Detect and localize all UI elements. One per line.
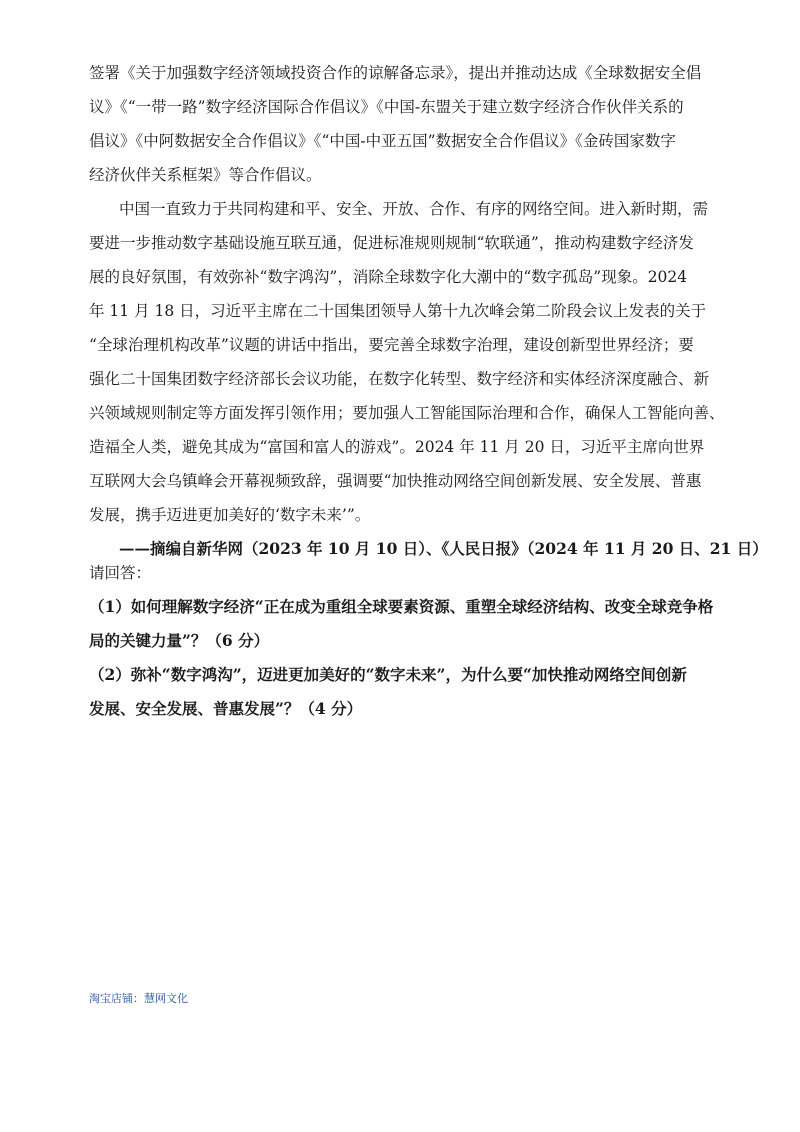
source-citation: ——摘编自新华网（2023 年 10 月 10 日）、《人民日报》（2024 年 11 月 20 日、21 日） — [119, 539, 768, 558]
answer-prompt: 请回答： — [89, 564, 152, 582]
question-1-line-1: （1）如何理解数字经济“正在成为重组全球要素资源、重塑全球经济结构、改变全球竞争格 — [89, 597, 714, 616]
question-2-line-1: （2）弥补“数字鸿沟”，迈进更加美好的“数字未来”，为什么要“加快推动网络空间创新 — [89, 665, 687, 684]
paragraph-1-line-1: 签署《关于加强数字经济领域投资合作的谅解备忘录》，提出并推动达成《全球数据安全倡 — [89, 64, 702, 82]
paragraph-1-line-3: 倡议》《中阿数据安全合作倡议》《“中国-中亚五国”数据安全合作倡议》《金砖国家数字 — [89, 132, 676, 150]
paragraph-1-line-4: 经济伙伴关系框架》等合作倡议。 — [89, 166, 322, 184]
paragraph-2-line-5: “全球治理机构改革”议题的讲话中指出，要完善全球数字治理，建设创新型世界经济；要 — [89, 336, 694, 354]
shop-footer: 淘宝店铺：慧网文化 — [89, 992, 188, 1005]
paragraph-2-line-1: 中国一直致力于共同构建和平、安全、开放、合作、有序的网络空间。进入新时期，需 — [119, 200, 709, 218]
paragraph-2-line-3: 展的良好氛围，有效弥补“数字鸿沟”，消除全球数字化大潮中的“数字孤岛”现象。2024 — [89, 268, 688, 286]
paragraph-2-line-10: 发展，携手迈进更加美好的‘数字未来’”。 — [89, 506, 371, 524]
paragraph-2-line-9: 互联网大会乌镇峰会开幕视频致辞，强调要“加快推动网络空间创新发展、安全发展、普惠 — [89, 472, 702, 490]
paragraph-2-line-6: 强化二十国集团数字经济部长会议功能，在数字化转型、数字经济和实体经济深度融合、新 — [89, 370, 710, 388]
question-1-line-2: 局的关键力量”？（6 分） — [89, 631, 270, 650]
paragraph-2-line-2: 要进一步推动数字基础设施互联互通，促进标准规则规制“软联通”，推动构建数字经济发 — [89, 234, 694, 252]
paragraph-2-line-7: 兴领域规则制定等方面发挥引领作用；要加强人工智能国际治理和合作，确保人工智能向善、 — [89, 404, 725, 422]
paragraph-2-line-4: 年 11 月 18 日，习近平主席在二十国集团领导人第十九次峰会第二阶段会议上发表的关于 — [89, 302, 707, 320]
paragraph-1-line-2: 议》《“一带一路”数字经济国际合作倡议》《中国-东盟关于建立数字经济合作伙伴关系的 — [89, 98, 684, 116]
question-2-line-2: 发展、安全发展、普惠发展”？（4 分） — [89, 699, 363, 718]
paragraph-2-line-8: 造福全人类，避免其成为“富国和富人的游戏”。2024 年 11 月 20 日，习近平主席向世界 — [89, 438, 705, 456]
